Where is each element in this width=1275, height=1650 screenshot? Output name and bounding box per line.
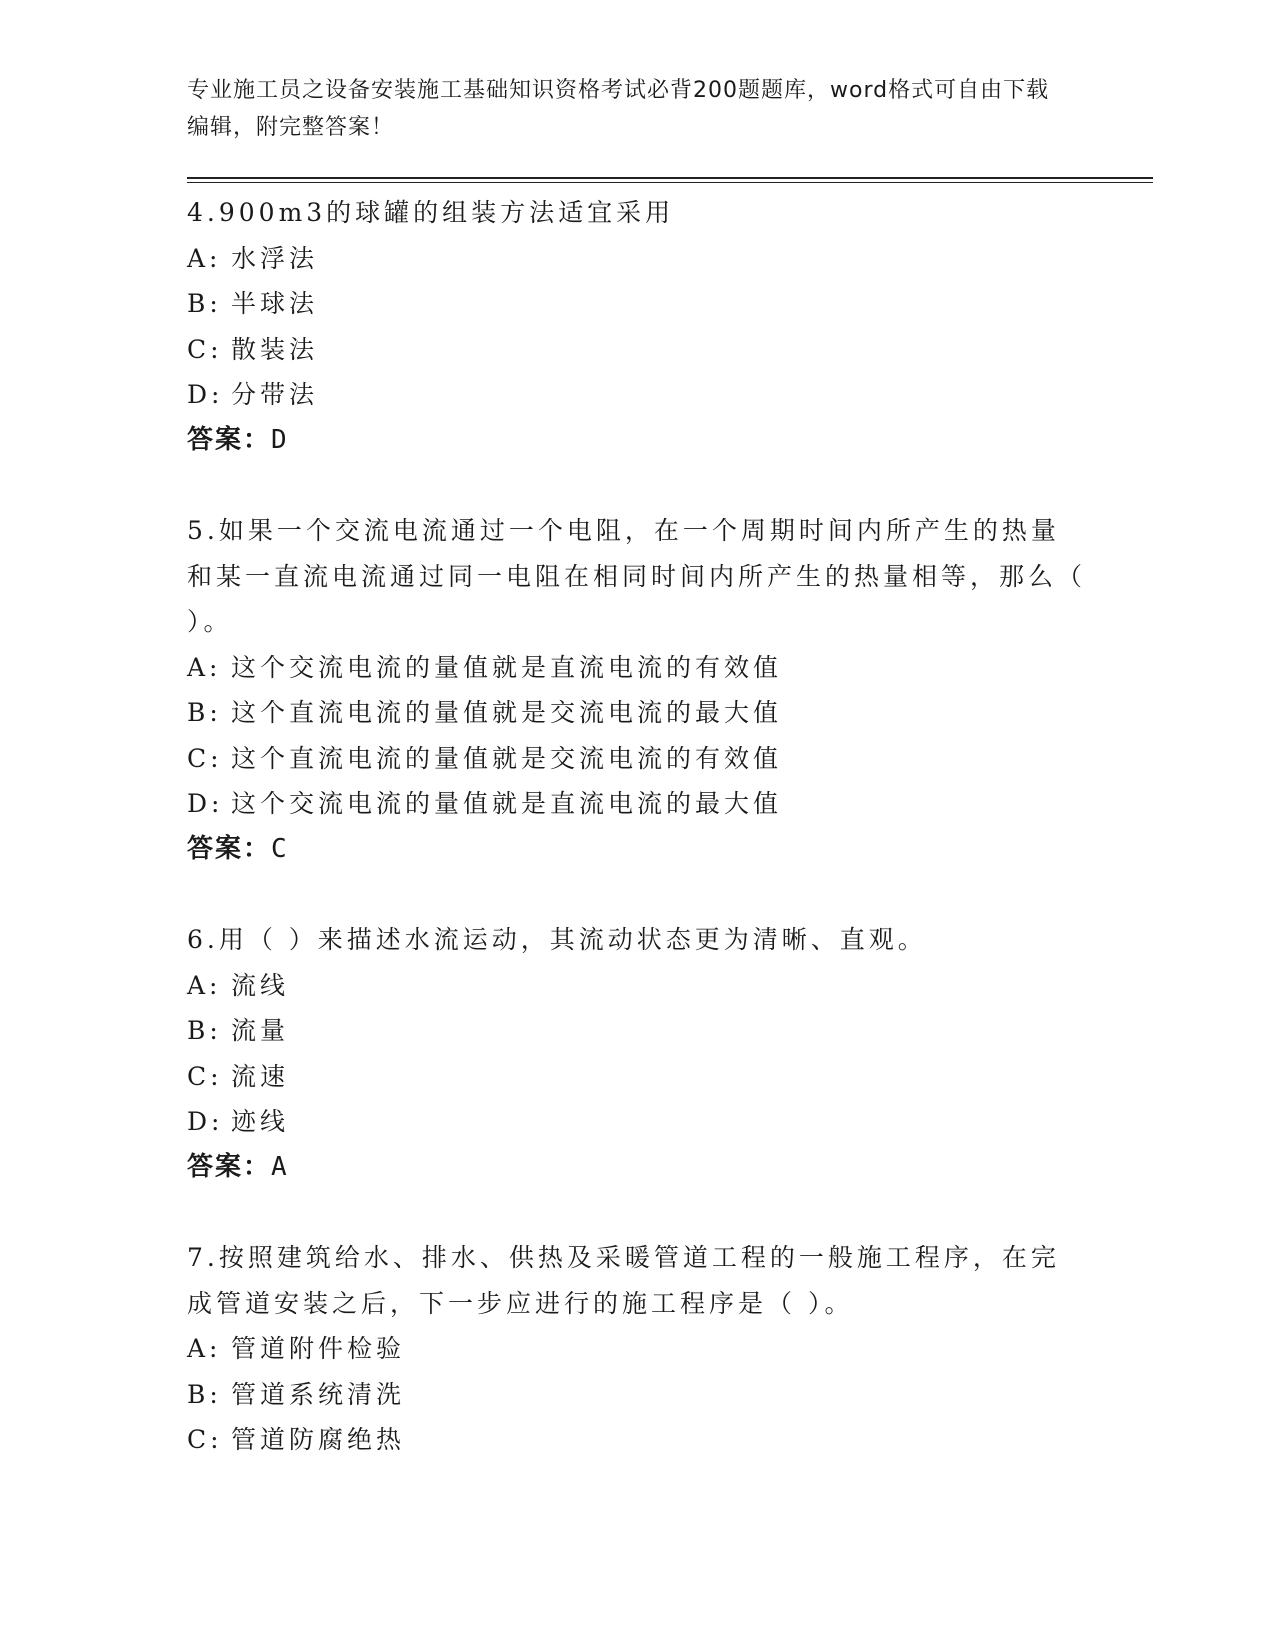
option-c (187, 1054, 1087, 1100)
option-key: D: (187, 789, 224, 818)
option-a (187, 963, 1087, 1009)
option-key: B: (187, 698, 222, 727)
option-a (187, 1326, 1087, 1372)
question-stem: 6.用（ ）来描述水流运动，其流动状态更为清晰、直观。 (187, 925, 927, 954)
answer-label: 答案： (187, 833, 272, 864)
option-text: 流速 (231, 1061, 290, 1091)
option-key: A: (187, 1334, 222, 1363)
option-text: 半球法 (231, 289, 319, 318)
option-key: D: (187, 1107, 224, 1136)
answer-label: 答案： (187, 1151, 272, 1182)
question-stem: 4.900m3的球罐的组装方法适宜采用 (187, 198, 675, 227)
answer-value: A (271, 1151, 289, 1182)
answer-label: 答案： (187, 424, 272, 455)
option-d (187, 372, 1087, 418)
option-key: A: (187, 243, 222, 273)
option-b (187, 1008, 1087, 1054)
question-list (187, 190, 1087, 1508)
option-text: 管道系统清洗 (231, 1379, 406, 1409)
question-4 (187, 190, 1087, 463)
answer-line (187, 827, 1087, 873)
option-text: 这个直流电流的量值就是交流电流的最大值 (231, 698, 783, 727)
answer-value: D (271, 424, 289, 455)
option-b (187, 281, 1087, 327)
option-key: B: (187, 1379, 222, 1409)
option-text: 管道防腐绝热 (231, 1425, 406, 1454)
option-a (187, 645, 1087, 691)
option-text: 分带法 (231, 380, 319, 409)
answer-value: C (271, 833, 289, 864)
answer-line (187, 1145, 1087, 1191)
header-divider-thin (187, 182, 1153, 183)
question-stem: 5.如果一个交流电流通过一个电阻，在一个周期时间内所产生的热量和某一直流电流通过同一电阻在相同时间内所产生的热量相等，那么（ ）。 (187, 516, 1087, 636)
answer-line (187, 418, 1087, 464)
option-text: 这个直流电流的量值就是交流电流的有效值 (231, 743, 783, 773)
option-text: 这个交流电流的量值就是直流电流的有效值 (231, 652, 783, 682)
option-text: 管道附件检验 (231, 1334, 406, 1363)
option-text: 水浮法 (231, 243, 319, 273)
option-d (187, 781, 1087, 827)
header-divider-thick (187, 177, 1153, 179)
option-text: 迹线 (231, 1107, 290, 1136)
option-c (187, 1417, 1087, 1463)
option-text: 散装法 (231, 334, 319, 364)
option-a (187, 236, 1087, 282)
option-key: C: (187, 1425, 223, 1454)
option-text: 这个交流电流的量值就是直流电流的最大值 (231, 789, 783, 818)
option-b (187, 690, 1087, 736)
option-b (187, 1372, 1087, 1418)
question-5 (187, 508, 1087, 872)
question-6 (187, 917, 1087, 1190)
option-key: C: (187, 1061, 223, 1091)
option-c (187, 327, 1087, 373)
option-c (187, 736, 1087, 782)
question-7 (187, 1235, 1087, 1463)
option-text: 流线 (231, 970, 290, 1000)
option-key: B: (187, 1016, 222, 1045)
option-key: C: (187, 743, 223, 773)
option-key: A: (187, 652, 222, 682)
option-key: C: (187, 334, 223, 364)
document-header: 专业施工员之设备安装施工基础知识资格考试必背200题题库，word格式可自由下载编辑，附完整答案！ (187, 78, 1050, 140)
option-key: B: (187, 289, 222, 318)
option-key: D: (187, 380, 224, 409)
question-stem: 7.按照建筑给水、排水、供热及采暖管道工程的一般施工程序，在完成管道安装之后，下一步应进行的施工程序是（ ）。 (187, 1243, 1060, 1318)
option-key: A: (187, 970, 222, 1000)
option-text: 流量 (231, 1016, 290, 1045)
option-d (187, 1099, 1087, 1145)
